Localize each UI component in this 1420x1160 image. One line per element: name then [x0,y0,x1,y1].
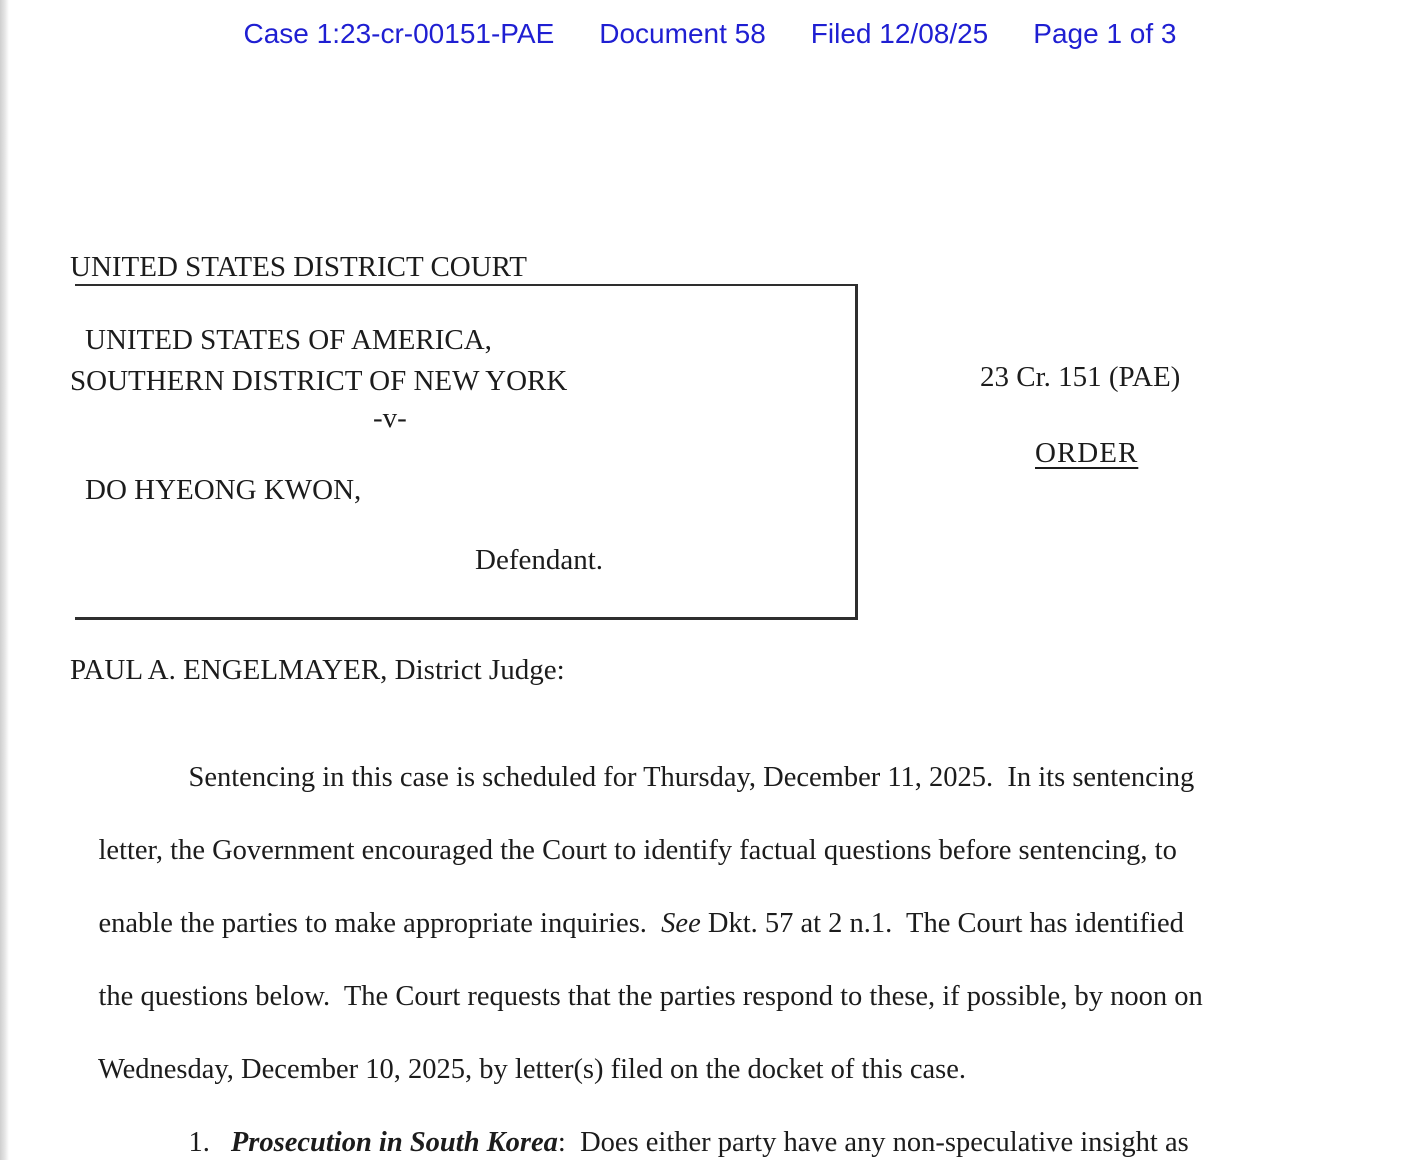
body-text-run: the questions below. The Court requests that the parties respond to these, if possible, by noon on [98,981,1203,1012]
body-text-run: Dkt. 57 at 2 n.1. The Court has identified [700,908,1184,939]
stamp-page-number: Page 1 of 3 [1033,18,1177,49]
case-number: 23 Cr. 151 (PAE) [980,361,1181,393]
body-text-run: letter, the Government encouraged the Court to identify factual questions before sentencing, to [98,835,1177,866]
plaintiff-name: UNITED STATES OF AMERICA, [85,324,492,356]
stamp-document-number: Document 58 [599,18,766,49]
list-item-number: 1. [188,1127,210,1158]
judge-signature-line: PAUL A. ENGELMAYER, District Judge: [70,654,565,686]
stamp-filed-date: Filed 12/08/25 [810,18,989,49]
body-text-run: Sentencing in this case is scheduled for Thursday, December 11, 2025. In its sentencing [188,762,1195,793]
body-text-run: enable the parties to make appropriate inquiries. [98,908,662,939]
order-title: ORDER [1035,437,1139,469]
citation-signal-italic: See [661,908,701,939]
defendant-label: Defendant. [475,544,604,576]
pacer-stamp-header [0,18,1420,50]
defendant-name: DO HYEONG KWON, [85,474,362,506]
numbered-question-line [160,1095,1189,1160]
court-name: UNITED STATES DISTRICT COURT [70,251,527,283]
versus-separator: -v- [373,402,407,434]
body-text-run: Wednesday, December 10, 2025, by letter(s) filed on the docket of this case. [98,1054,966,1085]
scan-edge-artifact [0,0,9,1160]
body-text-run: : Does either party have any non-speculative insight as [557,1127,1189,1158]
case-caption-box [75,284,858,620]
question-topic-heading: Prosecution in South Korea [230,1127,558,1158]
court-district: SOUTHERN DISTRICT OF NEW YORK [70,365,568,397]
stamp-case-number: Case 1:23-cr-00151-PAE [243,18,555,49]
